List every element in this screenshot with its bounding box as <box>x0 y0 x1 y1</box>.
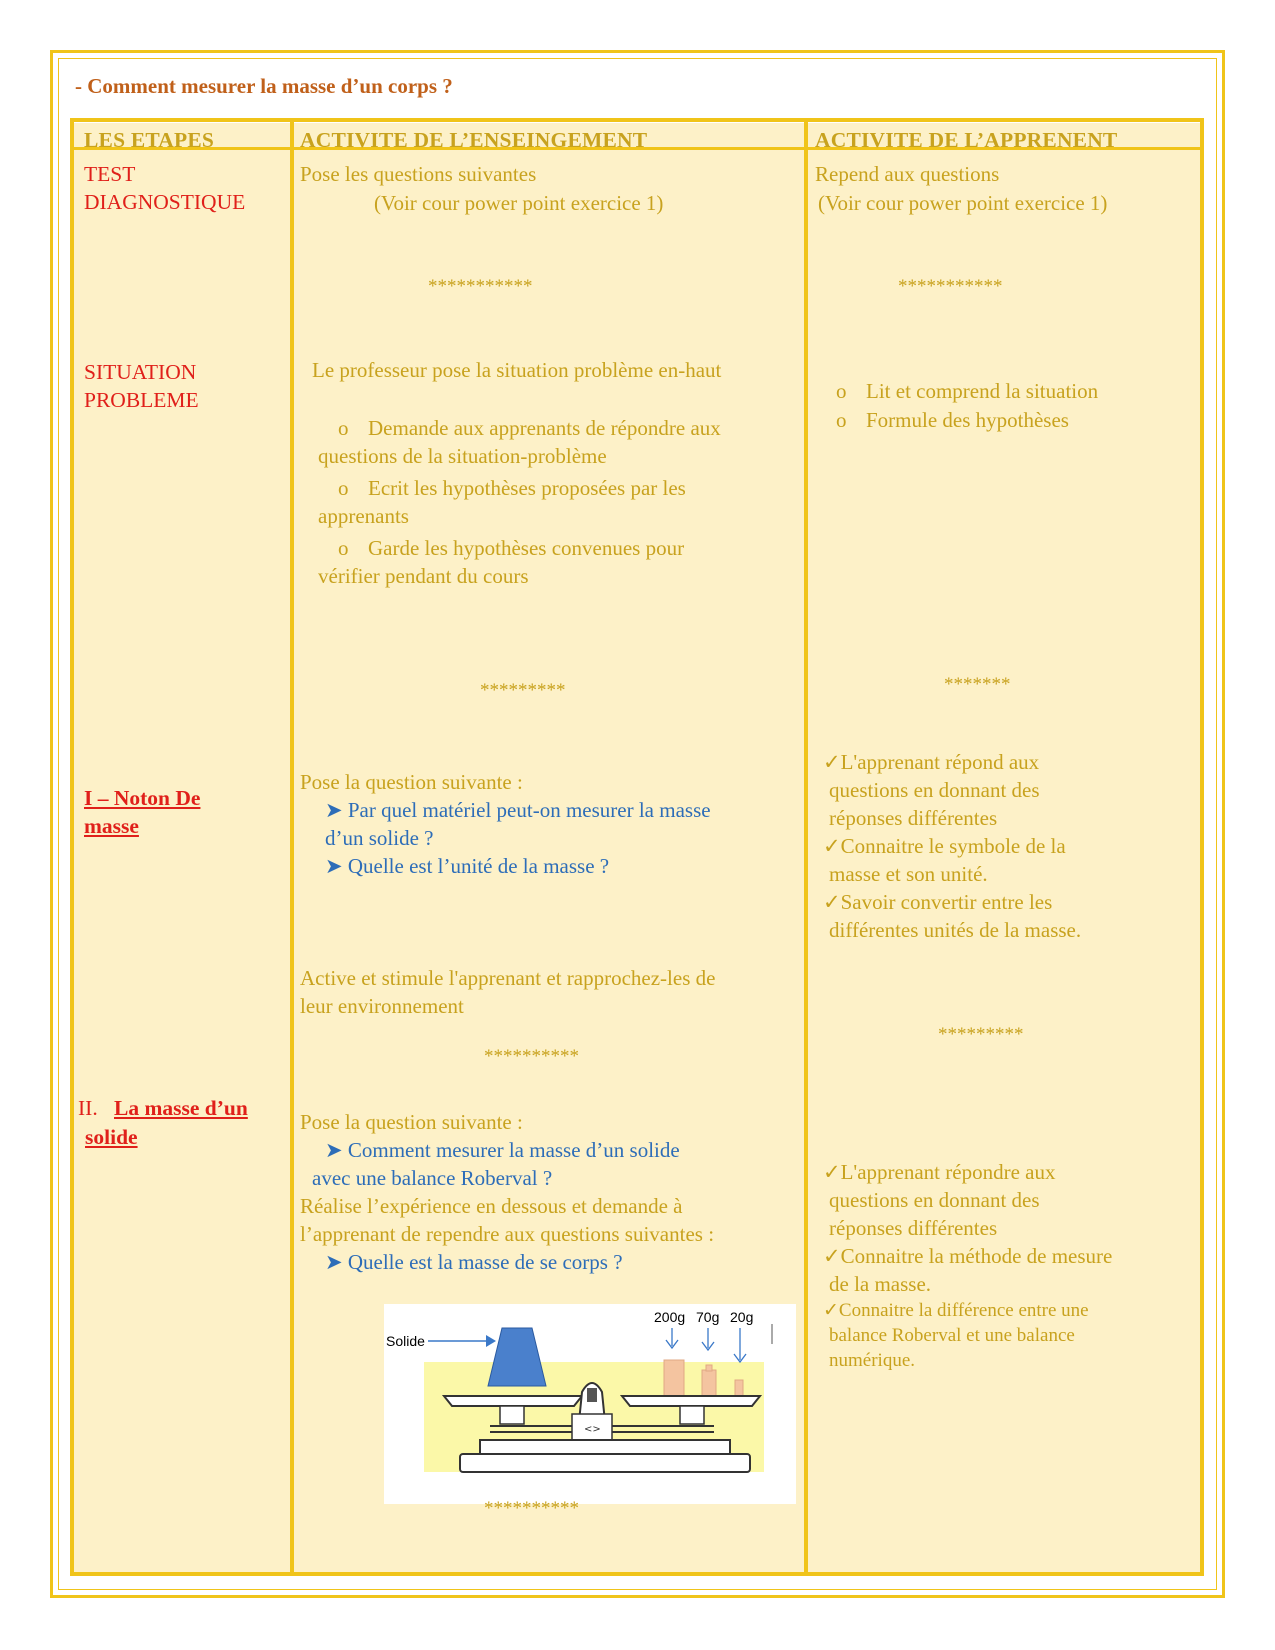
etape-test-line2: DIAGNOSTIQUE <box>84 190 246 214</box>
ens-masse-exp-b: l’apprenant de rependre aux questions suivantes : <box>300 1222 715 1246</box>
app-m2-a: Connaitre la méthode de mesure <box>840 1244 1113 1268</box>
arrow-bullet-icon: ➤ <box>325 854 348 878</box>
ens-active <box>300 964 715 1020</box>
check-icon: ✓ <box>823 1300 839 1321</box>
ens-masse-q2: Quelle est la masse de se corps ? <box>347 1250 623 1274</box>
ens-notion-question-1 <box>325 796 711 852</box>
app-m2-b: de la masse. <box>829 1272 932 1296</box>
ens-situation-intro: Le professeur pose la situation problème en-haut <box>312 358 722 382</box>
arrow-bullet-icon: ➤ <box>325 1138 348 1162</box>
ens-masse-q1-b: avec une balance Roberval ? <box>312 1166 553 1190</box>
ens-notion-q1-b: d’un solide ? <box>325 826 434 850</box>
solide-arrow-head <box>486 1335 496 1347</box>
app-n1-a: L'apprenant répond aux <box>840 750 1040 774</box>
ens-masse-q1-a: Comment mesurer la masse d’un solide <box>347 1138 680 1162</box>
ens-stars-3: ********** <box>484 1046 579 1067</box>
right-pan <box>622 1396 760 1406</box>
etape-masse-prefix: II. <box>78 1096 98 1120</box>
ens-masse-question-2 <box>325 1248 623 1276</box>
header-etapes: LES ETAPES <box>84 128 215 152</box>
check-icon: ✓ <box>823 1160 841 1184</box>
ens-active-b: leur environnement <box>300 994 464 1018</box>
ens-active-a: Active et stimule l'apprenant et rapprochez-les de <box>300 966 716 990</box>
app-n2-b: masse et son unité. <box>829 862 988 886</box>
weight-20g <box>735 1380 743 1396</box>
ens-stars-2: ********* <box>480 680 566 701</box>
app-m1-a: L'apprenant répondre aux <box>840 1160 1056 1184</box>
weight-200g <box>664 1360 684 1396</box>
app-masse-item-2 <box>823 1242 1112 1298</box>
ens-masse-experience <box>300 1192 714 1248</box>
ens-test-line1: Pose les questions suivantes <box>300 162 537 186</box>
ens-stars-1: *********** <box>428 276 533 297</box>
etape-situation-line1: SITUATION <box>84 360 197 384</box>
app-sit-b2: Formule des hypothèses <box>866 408 1069 432</box>
solide-label: Solide <box>386 1333 425 1349</box>
weight-label-20g: 20g <box>730 1309 754 1325</box>
app-masse-item-3 <box>823 1298 1089 1373</box>
left-pan <box>444 1396 582 1406</box>
arrow-bullet-icon: ➤ <box>325 1250 348 1274</box>
app-stars-2: ******* <box>944 674 1011 695</box>
check-icon: ✓ <box>823 890 841 914</box>
circle-bullet-icon: o <box>836 379 847 403</box>
ens-sit-b3-a: Garde les hypothèses convenues pour <box>368 536 685 560</box>
header-apprenant: ACTIVITE DE L’APPRENENT <box>815 128 1118 152</box>
circle-bullet-icon: o <box>338 476 349 500</box>
app-m3-c: numérique. <box>829 1350 916 1371</box>
table-border-right <box>1200 118 1204 1576</box>
app-m3-a: Connaitre la différence entre une <box>838 1300 1089 1321</box>
ens-sit-b2-a: Ecrit les hypothèses proposées par les <box>368 476 686 500</box>
app-stars-1: *********** <box>898 276 1003 297</box>
balance-base <box>480 1440 730 1454</box>
table-border-top <box>70 118 1204 122</box>
etape-test-line1: TEST <box>84 162 136 186</box>
check-icon: ✓ <box>823 1244 841 1268</box>
ens-notion-q1-a: Par quel matériel peut-on mesurer la masse <box>347 798 711 822</box>
app-sit-bullet-1 <box>836 377 1098 405</box>
header-enseignement: ACTIVITE DE L’ENSEINGEMENT <box>300 128 648 152</box>
etape-situation-line2: PROBLEME <box>84 388 199 412</box>
ens-notion-intro: Pose la question suivante : <box>300 770 523 794</box>
app-stars-3: ********* <box>938 1024 1024 1045</box>
ens-sit-b1-b: questions de la situation-problème <box>318 444 607 468</box>
app-n1-b: questions en donnant des <box>829 778 1040 802</box>
app-n3-b: différentes unités de la masse. <box>829 918 1082 942</box>
ens-stars-4: ********** <box>484 1498 579 1519</box>
circle-bullet-icon: o <box>338 536 349 560</box>
app-sit-b1: Lit et comprend la situation <box>866 379 1099 403</box>
ens-situation-bullet-2 <box>318 474 686 530</box>
app-n3-a: Savoir convertir entre les <box>840 890 1053 914</box>
arrow-bullet-icon: ➤ <box>325 798 348 822</box>
app-notion-item-1 <box>823 748 1040 832</box>
etape-masse-solide-line2: solide <box>85 1125 138 1149</box>
app-n2-a: Connaitre le symbole de la <box>840 834 1066 858</box>
weight-label-200g: 200g <box>654 1309 686 1325</box>
column-divider-2 <box>804 118 808 1576</box>
circle-bullet-icon: o <box>836 408 847 432</box>
solide-object <box>488 1328 546 1386</box>
ens-sit-b3-b: vérifier pendant du cours <box>318 564 529 588</box>
app-test-line2: (Voir cour power point exercice 1) <box>818 191 1108 215</box>
etape-notion-line1: I – Noton De <box>84 786 201 810</box>
page-title: - Comment mesurer la masse d’un corps ? <box>75 74 453 98</box>
app-n1-c: réponses différentes <box>829 806 998 830</box>
ens-masse-exp-a: Réalise l’expérience en dessous et demande à <box>300 1194 683 1218</box>
ens-notion-question-2 <box>325 852 609 880</box>
app-notion-item-2 <box>823 832 1066 888</box>
etape-notion-masse <box>84 784 200 840</box>
ens-masse-intro: Pose la question suivante : <box>300 1110 523 1134</box>
app-m1-b: questions en donnant des <box>829 1188 1040 1212</box>
weight-label-70g: 70g <box>696 1309 720 1325</box>
balance-illustration <box>384 1304 796 1504</box>
app-m1-c: réponses différentes <box>829 1216 998 1240</box>
ens-masse-question-1 <box>312 1136 680 1192</box>
column-divider-1 <box>290 118 294 1576</box>
etape-notion-line2: masse <box>84 814 139 838</box>
app-sit-bullet-2 <box>836 406 1069 434</box>
ens-situation-bullet-1 <box>318 414 721 470</box>
check-icon: ✓ <box>823 834 841 858</box>
ens-sit-b2-b: apprenants <box>318 504 409 528</box>
svg-text:<>: <> <box>584 1424 601 1435</box>
weight-70g <box>702 1370 716 1396</box>
ens-sit-b1-a: Demande aux apprenants de répondre aux <box>368 416 721 440</box>
app-m3-b: balance Roberval et une balance <box>829 1325 1075 1346</box>
table-border-left <box>70 118 74 1576</box>
app-masse-item-1 <box>823 1158 1055 1242</box>
check-icon: ✓ <box>823 750 841 774</box>
ens-test-line2: (Voir cour power point exercice 1) <box>374 191 664 215</box>
ens-notion-q2: Quelle est l’unité de la masse ? <box>347 854 610 878</box>
etape-situation <box>84 358 199 414</box>
table-border-bottom <box>70 1572 1204 1576</box>
etape-masse-solide-line1: La masse d’un <box>114 1096 248 1120</box>
circle-bullet-icon: o <box>338 416 349 440</box>
etape-test <box>84 160 245 216</box>
roberval-balance-figure <box>384 1304 796 1504</box>
app-notion-item-3 <box>823 888 1081 944</box>
app-test-line1: Repend aux questions <box>815 162 1000 186</box>
ens-situation-bullet-3 <box>318 534 684 590</box>
